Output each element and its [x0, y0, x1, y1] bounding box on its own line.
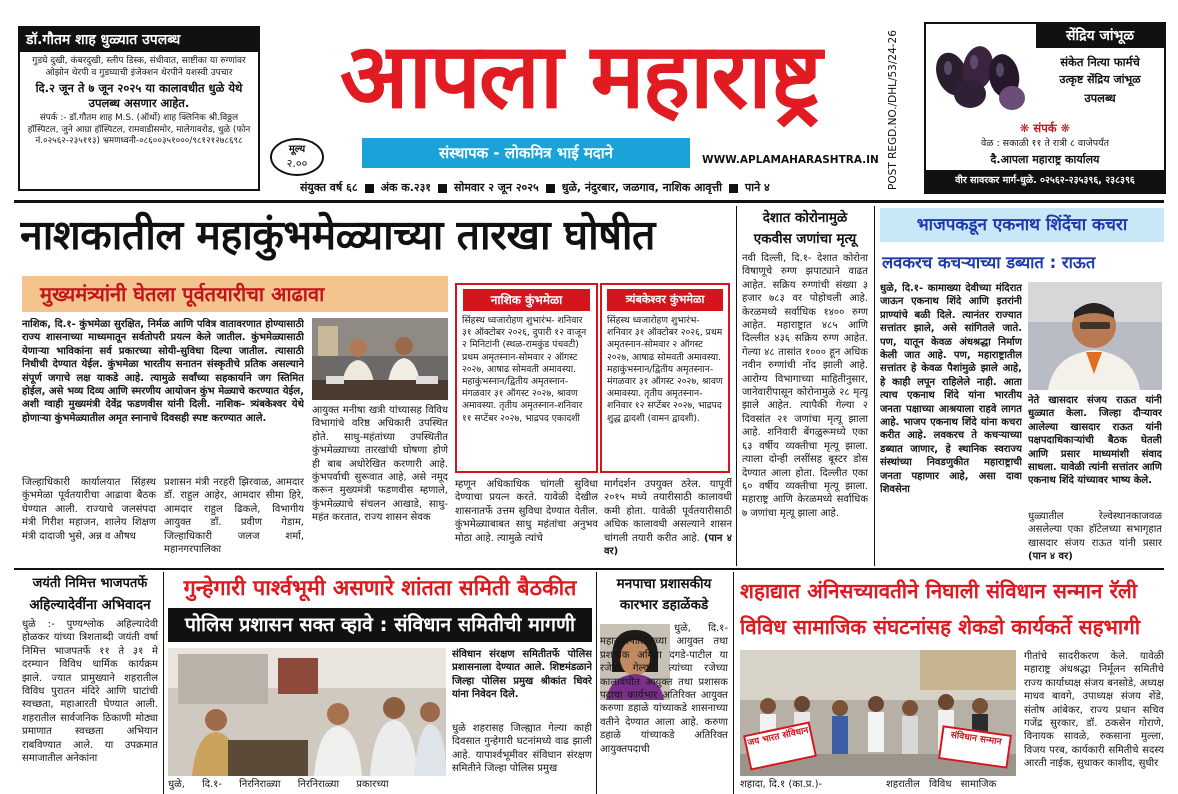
rally-headline-2: विविध सामाजिक संघटनांसह शेकडो कार्यकर्ते सहभागी — [740, 615, 1141, 639]
rally-headline-1: शहाद्यात अंनिसच्यावतीने निघाली संविधान सन्मान रॅली — [740, 579, 1138, 603]
founder-band: संस्थापक - लोकमित्र भाई मदाने — [362, 138, 690, 168]
rally-bottom-1: शहादा, दि.१ (का.प्र.)- — [740, 779, 823, 790]
lead-col-4: म्हणून अधिकाधिक चांगली सुविधा देण्याचा प्रयत्न करते. यावेळी देखील शासनातर्फे उत्तम सुविधा देण्यात येतील. कुंभमेळ्याबाबत साधु महंतांचा अनुभव मोठा आहे. त्यामुळे त्यांचे — [455, 479, 598, 544]
website: WWW.APLAMAHARASHTRA.IN — [702, 154, 879, 166]
raut-headline: भाजपकडून एकनाथ शिंदेंचा कचरा — [880, 208, 1164, 242]
corona-column-rule — [874, 206, 875, 566]
police-column-rule — [596, 572, 597, 794]
jamun-ad-time: वेळ : सकाळी ११ ते रात्री ८ वाजेपर्यंत — [980, 138, 1110, 149]
corona-text: नवी दिल्ली, दि.१- देशात कोरोना विषाणूचे रुग्ण झपाट्याने वाढत आहेत. सक्रिय रुग्णांची संख्या ३ हजार ७८३ वर पोहोचली आहे. केरळमध्ये सर्वाधिक १४०० रुग्ण आहेत. महाराष्ट्रात ४८५ आणि दिल्लीत ४३६ सक्रिय रुग्ण आहेत. गेल्या ४८ तासांत १००० हून अधिक नवीन रुग्णांची नोंद झाली आहे. आरोग्य विभागाच्या माहितीनुसार, जानेवारीपासून कोरोनामुळे २८ मृत्यू झाले आहेत. त्यापैकी गेल्या २ दिवसांत २१ जणांचा मृत्यू झाला आहे. शनिवारी बेंगळुरूमध्ये एका ६३ वर्षीय व्यक्तीचा मृत्यू झाला. त्याला दोन्ही लसींसह बूस्टर डोस देण्यात आला होता. दिल्लीत एका ६० वर्षीय व्यक्तीचा मृत्यू झाला. महाराष्ट्र आणि केरळमध्ये सर्वाधिक ७ जणांचा मृत्यू झाला आहे. — [742, 253, 868, 519]
police-lead: संविधान संरक्षण समितीतर्फे पोलिस प्रशासनाला देण्यात आले. शिष्टमंडळाने जिल्हा पोलिस प्रमुख श्रीकांत धिवरे यांना निवेदन दिले. — [452, 649, 592, 701]
police-bottom: धुळे, दि.१- निरनिराळ्या निरनिराळ्या प्रकारच्या — [168, 779, 389, 790]
raut-text: धुळे, दि.१- कामाख्या देवीच्या मंदिरात जाऊन एकनाथ शिंदे आणि इतरांनी प्राण्यांचे बळी दिले. त्यानंतर राज्यात सत्तांतर झाले, असे सांगितले जाते. पण, यातून केवळ अंधश्रद्धा निर्माण केली जात आहे. पण, महाराष्ट्रातील सत्तांतर हे केवळ पैशांमुळे झाले आहे, हे काही लपून राहिलेले नाही. आता त्याच एकनाथ शिंदे यांना भारतीय जनता पक्षाच्या आश्रयाला राहवे लागत आहे. भाजप एकनाथ शिंदे यांना कचरा करीत आहे. लवकरच ते कचऱ्याच्या डब्यात जाणार, हे स्थानिक स्वराज्य संस्थांच्या निवडणुकीत महाराष्ट्राची जनता पहाणार आहे, असा दावा शिवसेना — [880, 283, 1022, 496]
jamun-ad-title: सेंद्रिय जांभूळ — [1036, 24, 1164, 48]
jamun-ad — [924, 22, 1166, 194]
doctor-ad-dates: दि.२ जून ते ७ जून २०२५ या कालावधीत धुळे येथे उपलब्ध असणार आहेत. — [35, 81, 243, 110]
trimbak-schedule-box — [600, 283, 730, 473]
price-badge — [270, 138, 324, 176]
police-headline-1: गुन्हेगारी पार्श्वभूमी असणारे शांतता समिती बैठकीत — [183, 576, 577, 601]
lead-col-1: जिल्हाधिकारी कार्यालयात सिंहस्थ कुंभमेळा पूर्वतयारीचा आढावा बैठक घेण्यात आली. राज्याचे जलसंपदा मंत्री गिरीश महाजन, शालेय शिक्षण मंत्री दादाजी भुसे, अन्न व औषध — [22, 477, 156, 542]
nashik-schedule-title: नाशिक कुंभमेळा — [463, 289, 590, 311]
edition-pages: पाने ४ — [745, 181, 770, 194]
edition-date: सोमवार २ जून २०२५ — [454, 181, 539, 194]
masthead-title: आपला महाराष्ट्र — [339, 24, 821, 129]
raut-caption: नेते खासदार संजय राऊत यांनी धुळ्यात केला. जिल्हा दौऱ्यावर आलेल्या खासदार राऊत यांनी पक्षपदाधिकाऱ्यांची बैठक घेतली आणि प्रसार माध्यमांशी संवाद साधला. यावेळी त्यांनी सत्तांतर आणि एकनाथ शिंदे यांच्यावर भाष्य केले. — [1028, 395, 1162, 487]
post-registration: POST REGD.NO./DHL/53/24-26 — [887, 30, 899, 190]
edition-issue: अंक क.२३१ — [380, 181, 432, 194]
lead-col-5: मार्गदर्शन उपयुक्त ठरेल. यापूर्वी २०१५ मध्ये तयारीसाठी कालावधी कमी होता. यावेळी पूर्वतयारीसाठी अधिक कालावधी असल्याने शासन चांगली तयारी करीत आहे. (पान ४ वर) — [604, 479, 732, 558]
raut-photo — [1028, 282, 1162, 390]
price-value: २.०० — [286, 157, 308, 170]
raut-text-2: धुळ्यातील रेल्वेस्थानकाजवळ असलेल्या एका हॉटेलच्या सभागृहात खासदार संजय राऊत यांनी प्रसार (पान ४ वर) — [1028, 511, 1162, 563]
manpa-text: धुळे, दि.१-महानगरपालिकेच्या आयुक्त तथा प्रशासक अमिता दगडे-पाटील या रजेवर गेल्याने त्यांच्या रजेच्या कालावधीत आयुक्त तथा प्रशासक पदाचा कार्यभार अतिरिक्त आयुक्त करुणा डहाळे यांच्याकडे शासनाच्या वतीने देण्यात आला आहे. करुणा डहाळे यांच्याकडे अतिरिक्त आयुक्तपदाची — [600, 623, 728, 755]
raut-page-ref: (पान ४ वर) — [1028, 551, 1073, 563]
trimbak-schedule-text: सिंहस्थ ध्वजारोहण शुभारंभ- शनिवार ३१ ऑक्टोबर २०२६, प्रथम अमृतस्नान-सोमवार २ ऑगस्ट २०२७, आषाढ सोमवती अमावस्या. महाकुंभस्नान/द्वितीय अमृतस्नान-मंगळवार ३१ ऑगस्ट २०२७, श्रावण अमावस्या. तृतीय अमृतस्नान-शनिवार १२ सप्टेंबर २०२७, भाद्रपद शुद्ध द्वादशी (वामन द्वादशी). — [607, 315, 723, 424]
police-headline-2: पोलिस प्रशासन सक्त व्हावे : संविधान समितीची मागणी — [168, 608, 592, 642]
doctor-ad-title: डॉ.गौतम शाह धुळ्यात उपलब्ध — [20, 28, 258, 52]
lead-intro: नाशिक, दि.१- कुंभमेळा सुरक्षित, निर्मळ आणि पवित्र वातावरणात होण्यासाठी राज्य शासनाच्या माध्यमातून सर्वतोपरी प्रयत्न केले जातील. कुंभमेळ्यासाठी येणाऱ्या भाविकांना सर्व प्रकारच्या सोयी-सुविधा दिल्या जातील. त्यासाठी निधीची देण्यात येईल. कुंभमेळा भारतीय सनातन संस्कृतीचे प्रतिक असल्याने संपूर्ण जगाचे लक्ष याकडे आहे. त्यामुळे सर्वांच्या सहकार्याने जग स्तिमित होईल, असे भव्य दिव्य आणि स्मरणीय आयोजन कुंभ मेळ्याचे करण्यात येईल, अशी ग्वाही मुख्यमंत्री देवेंद्र फडणवीस यांनी दिली. नाशिक- त्र्यंबकेश्वर येथे होणाऱ्या कुंभमेळ्यातील अमृत स्नानाचे दिवसही स्पष्ट करण्यात आले. — [22, 319, 304, 424]
jamun-ad-address: वीर सावरकर मार्ग-धुळे. ०२५६२-२३५३९६, २३८३९६ — [926, 170, 1164, 192]
ahilya-column-rule — [163, 572, 164, 794]
jamun-fruit-image — [930, 34, 1034, 114]
jamun-ad-contact-label: ❋ संपर्क ❋ — [1019, 121, 1071, 135]
lead-col-2: प्रशासन मंत्री नरहरी झिरवाळ, आमदार डॉ. राहुल आहेर, आमदार सीमा हिरे, आमदार राहुल ढिकले, विभागीय आयुक्त डॉ. प्रवीण गेडाम, जिल्हाधिकारी जलज शर्मा, महानगरपालिका — [164, 477, 304, 556]
edition-line — [300, 178, 870, 198]
doctor-ad-services: गुडघे दुखी, कंबरदुखी, स्लीप डिस्क, संधीवात, साष्टीका या रुग्णांवर ओझोन थेरपी व गुडघ्याची इंजेक्शन थेरपीने यशस्वी उपचार — [32, 56, 246, 78]
lead-column-rule — [736, 206, 737, 566]
police-meeting-photo — [168, 648, 446, 776]
corona-headline-1: देशात कोरोनामुळे — [762, 210, 848, 226]
jamun-ad-office: दै.आपला महाराष्ट्र कार्यालय — [990, 153, 1100, 166]
jamun-ad-line1: संकेत नित्या फार्मचे — [1060, 55, 1140, 69]
lead-page-ref: (पान ४ वर) — [604, 532, 732, 558]
rally-bottom-2: शहरातील विविध सामाजिक — [886, 779, 997, 790]
manpa-column-rule — [733, 572, 734, 794]
jamun-ad-line3: उपलब्ध — [1084, 91, 1116, 105]
rally-photo — [740, 650, 1016, 776]
rally-banner-left: जय भारत संविधान — [743, 721, 817, 770]
doctor-ad-contact: संपर्क :- डॉ.गौतम शाह M.S. (ऑर्थो) शाह क्लिनिक श्री.विठ्ठल हॉस्पिटल, जुने आग्रा हॉस्पिटल, रामवाडीसमोर, मालेगावरोड, धुळे (फोन नं.०२५६२-२३५११३) भ्रमणध्वनी-०८६००३५१०००/९८१२१२७८६९८ — [27, 113, 251, 146]
doctor-ad — [18, 26, 260, 191]
rally-banner-right: संविधान सन्मान — [938, 725, 1012, 768]
ahilya-headline-1: जयंती निमित्त भाजपतर्फे — [32, 576, 148, 591]
ahilya-headline-2: अहिल्यादेवींना अभिवादन — [29, 597, 151, 613]
rally-text: गीतांचे सादरीकरण केले. यावेळी महाराष्ट्र अंधश्रद्धा निर्मूलन समितीचे राज्य कार्याध्यक्ष संजय बनसोडे, अध्यक्ष माधव बावगे, उपाध्यक्ष संजय शेंडे, संतोष आंबेकर, राज्य प्रधान सचिव गजेंद्र सुरकार, डॉ. ठकसेन गोराणे, विनायक सावळे, रुकसाना मुल्ला, विजय परब, कार्यकारी समितीचे सदस्य आरती नाईक, सुधाकर काशीद, सुधीर — [1024, 651, 1164, 770]
jamun-ad-line2: उत्कृष्ट सेंद्रिय जांभूळ — [1059, 73, 1141, 86]
lead-col-3: आयुक्त मनीषा खत्री यांच्यासह विविध विभागांचे वरिष्ठ अधिकारी उपस्थित होते. साधु-महंतांच्या उपस्थितीत कुंभमेळ्याच्या तारखांची घोषणा होणे ही बाब अधोरेखित करणारी आहे. कुंभपर्वाची सुरूवात आहे, असे नमूद करून मुख्यमंत्री फडणवीस म्हणाले, कुंभमेळ्याचे संचलन आखाडे, साधु-महंत करतात, राज्य शासन सेवक — [312, 405, 448, 524]
manpa-headline-2: कारभार डहाळेंकडे — [619, 597, 709, 613]
price-label: मूल्य — [288, 144, 306, 155]
police-text: धुळे शहरासह जिल्ह्यात गेल्या काही दिवसात गुन्हेगारी घटनांमध्ये वाढ झाली आहे. यापार्श्वभूमीवर संविधान संरक्षण समितीने जिल्हा पोलिस प्रमुख — [452, 723, 592, 775]
nashik-schedule-box — [455, 283, 598, 473]
ahilya-text: धुळे :- पुण्यश्लोक अहिल्यादेवी होळकर यांच्या त्रिशताब्दी जयंती वर्षा निमित्त भाजपतर्फे ११ ते ३१ मे दरम्यान विविध धार्मिक कार्यक्रम झाले. ज्यात प्रामुख्याने शहरातील विविध पुरातन मंदिरे आणि घाटांची स्वच्छता, महाआरती घेण्यात आली. शहरातील सार्वजनिक ठिकाणी मोठ्या प्रमाणात स्वच्छता अभियान राबविण्यात आले. या उपक्रमात समाजातील अनेकांना — [22, 619, 158, 765]
lead-headline: नाशकातील महाकुंभमेळ्याच्या तारखा घोषीत — [20, 211, 655, 259]
corona-headline-2: एकवीस जणांचा मृत्यू — [753, 231, 857, 247]
edition-cities: धुळे, नंदुरबार, जळगाव, नाशिक आवृत्ती — [561, 181, 722, 194]
raut-subhead: लवकरच कचऱ्याच्या डब्यात : राऊत — [882, 253, 1096, 272]
trimbak-schedule-title: त्र्यंबकेश्वर कुंभमेळा — [607, 289, 723, 311]
manpa-headline-1: मनपाचा प्रशासकीय — [616, 576, 712, 592]
lead-subhead: मुख्यमंत्र्यांनी घेतला पूर्वतयारीचा आढावा — [22, 276, 448, 312]
edition-year: संयुक्त वर्ष ६८ — [300, 181, 358, 194]
meeting-photo — [312, 318, 448, 400]
middle-divider — [14, 568, 1164, 570]
header-divider — [14, 200, 1164, 203]
nashik-schedule-text: सिंहस्थ ध्वजारोहण शुभारंभ- शनिवार ३१ ऑक्टोबर २०२६, दुपारी १२ वाजून २ मिनिटांनी (स्थळ-रामकुंड पंचवटी) प्रथम अमृतस्नान-सोमवार २ ऑगस्ट २०२७, आषाढ सोमवती अमावस्या. महाकुंभस्नान/द्वितीय अमृतस्नान-मंगळवार ३१ ऑगस्ट २०२७, श्रावण अमावस्या. तृतीय अमृतस्नान-शनिवार ११ सप्टेंबर २०२७, भाद्रपद एकादशी — [462, 315, 587, 424]
